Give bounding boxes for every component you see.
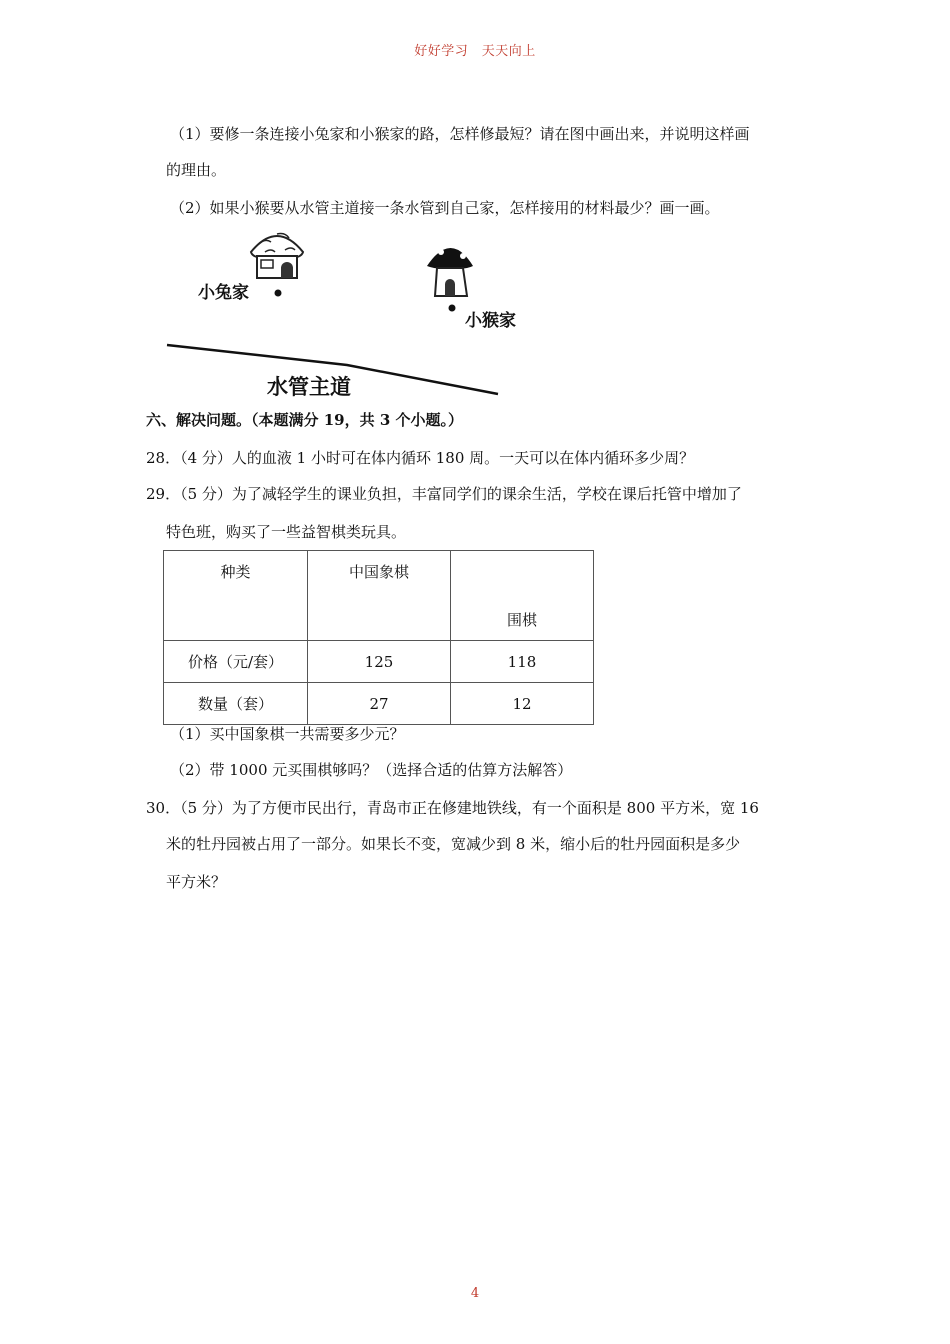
rabbit-house-icon: [251, 234, 303, 279]
table-row: [164, 641, 594, 683]
monkey-home-label: 小猴家: [465, 311, 516, 331]
rabbit-home-dot: [275, 290, 282, 297]
table-row: [164, 683, 594, 725]
question-29-line1: 29．（5 分）为了减轻学生的课业负担，丰富同学们的课余生活，学校在课后托管中增加了: [146, 485, 742, 503]
q27-part1-line2: 的理由。: [166, 161, 227, 179]
page-header: 好好学习 天天向上: [414, 44, 536, 59]
table-header-cell: 中国象棋: [308, 551, 451, 641]
question-29-line2: 特色班，购买了一些益智棋类玩具。: [166, 523, 407, 541]
question-29-part1: （1）买中国象棋一共需要多少元？: [170, 725, 405, 743]
question-28: 28．（4 分）人的血液 1 小时可在体内循环 180 周。一天可以在体内循环多少周？: [146, 449, 695, 467]
q27-part1-line1: （1）要修一条连接小兔家和小猴家的路，怎样修最短？请在图中画出来，并说明这样画: [170, 125, 750, 143]
question-29-part2: （2）带 1000 元买围棋够吗？（选择合适的估算方法解答）: [170, 761, 573, 779]
question-30-line2: 米的牡丹园被占用了一部分。如果长不变，宽减少到 8 米，缩小后的牡丹园面积是多少: [166, 835, 741, 853]
rabbit-home-label: 小兔家: [198, 283, 249, 303]
table-header-cell: 围棋: [451, 551, 594, 641]
table-cell: 12: [451, 683, 594, 725]
table-cell: 125: [308, 641, 451, 683]
table-cell: 27: [308, 683, 451, 725]
table-row-label: 价格（元/套）: [164, 641, 308, 683]
table-cell: 118: [451, 641, 594, 683]
table-header-row: [164, 551, 594, 641]
q27-part2: （2）如果小猴要从水管主道接一条水管到自己家，怎样接用的材料最少？画一画。: [170, 199, 720, 217]
section-6-title: 六、解决问题。（本题满分 19，共 3 个小题。）: [146, 411, 463, 429]
houses-pipe-figure: [165, 226, 525, 402]
monkey-house-icon: [427, 241, 473, 296]
question-30-line1: 30．（5 分）为了方便市民出行，青岛市正在修建地铁线，有一个面积是 800 平方米，宽 16: [146, 799, 759, 817]
question-30-line3: 平方米？: [166, 873, 227, 891]
chess-price-table: [163, 550, 594, 725]
monkey-home-dot: [449, 305, 456, 312]
table-header-cell: 种类: [164, 551, 308, 641]
page-number: 4: [470, 1286, 480, 1301]
table-row-label: 数量（套）: [164, 683, 308, 725]
water-main-label: 水管主道: [267, 375, 351, 399]
